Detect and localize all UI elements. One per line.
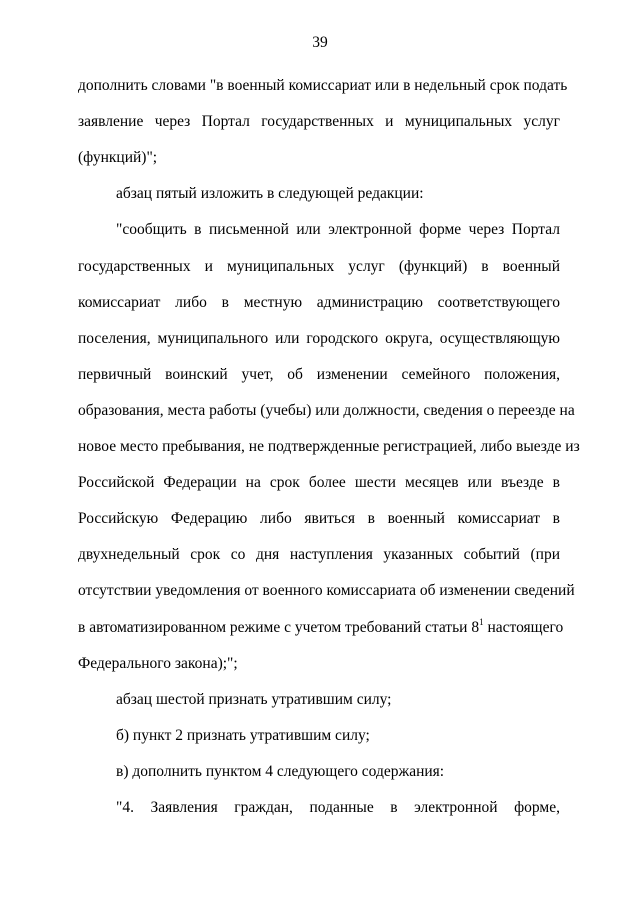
text-line <box>116 690 560 710</box>
text-line-content: б) пункт 2 признать утратившим силу; <box>116 727 370 744</box>
text-line-content: Российской Федерации на срок более шести месяцев или въезде в <box>78 474 560 491</box>
text-line <box>78 617 564 638</box>
text-line <box>116 762 560 782</box>
text-line <box>116 184 560 204</box>
text-line <box>78 293 560 313</box>
text-line <box>78 437 580 457</box>
text-line <box>78 148 560 168</box>
text-line-content: в) дополнить пунктом 4 следующего содержания: <box>116 763 445 780</box>
text-line-content: образования, места работы (учебы) или должности, сведения о переезде на <box>78 402 575 419</box>
text-line-content: поселения, муниципального или городского округа, осуществляющую <box>78 330 560 347</box>
text-line <box>78 654 560 674</box>
text-line <box>78 257 560 277</box>
text-line-content: абзац шестой признать утратившим силу; <box>116 691 392 708</box>
text-line <box>116 726 560 746</box>
text-line-content: (функций)"; <box>78 149 158 166</box>
text-line-content: первичный воинский учет, об изменении семейного положения, <box>78 366 560 383</box>
text-line <box>78 365 560 385</box>
superscript-reference: 1 <box>479 617 484 627</box>
text-line-continuation: настоящего <box>483 619 564 636</box>
text-line-content: "4. Заявления граждан, поданные в электронной форме, <box>116 799 560 816</box>
text-line-content: государственных и муниципальных услуг (функций) в военный <box>78 258 560 275</box>
text-line-content: "сообщить в письменной или электронной форме через Портал <box>116 221 560 238</box>
text-line-content: двухнедельный срок со дня наступления указанных событий (при <box>78 546 560 563</box>
text-line <box>78 545 560 565</box>
text-line-content: Российскую Федерацию либо явиться в военный комиссариат в <box>78 510 560 527</box>
text-line-content: новое место пребывания, не подтвержденные регистрацией, либо выезде из <box>78 438 580 455</box>
text-line <box>78 76 568 96</box>
text-line-content: Федерального закона);"; <box>78 655 238 672</box>
text-line-content: в автоматизированном режиме с учетом требований статьи 8 <box>78 619 480 636</box>
text-line <box>78 112 560 132</box>
text-line-content: заявление через Портал государственных и муниципальных услуг <box>78 113 560 130</box>
text-line <box>78 581 575 601</box>
text-line <box>78 509 560 529</box>
text-line <box>78 329 560 349</box>
text-line <box>116 798 560 818</box>
text-line-content: комиссариат либо в местную администрацию соответствующего <box>78 294 560 311</box>
text-line-content: отсутствии уведомления от военного комиссариата об изменении сведений <box>78 582 575 599</box>
text-line-content: дополнить словами "в военный комиссариат или в недельный срок подать <box>78 77 568 94</box>
text-line <box>116 220 560 240</box>
page-number: 39 <box>312 34 328 51</box>
text-line-content: абзац пятый изложить в следующей редакции: <box>116 185 424 202</box>
text-line <box>78 401 575 421</box>
text-line <box>78 473 560 493</box>
